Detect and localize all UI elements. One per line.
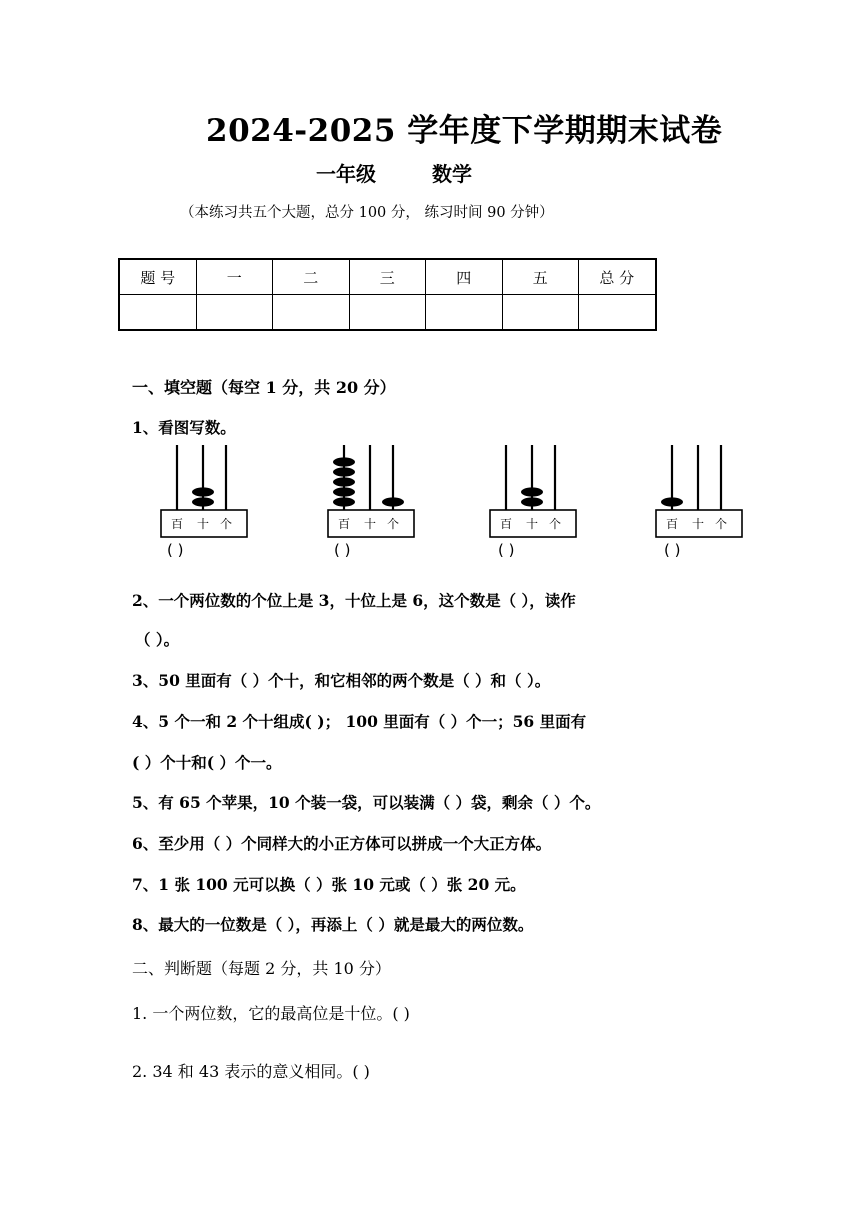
question-5: 5、有 65 个苹果，10 个装一袋，可以装满（ ）袋，剩余（ ）个。 [132, 793, 601, 812]
score-header-cell: 一 [196, 259, 273, 295]
exam-note: （本练习共五个大题，总分 100 分， 练习时间 90 分钟） [180, 205, 554, 221]
judge-question-2: 2. 34 和 43 表示的意义相同。( ) [132, 1062, 370, 1081]
abacus-bead [333, 497, 355, 506]
abacus-place-label: 百 [170, 517, 184, 531]
grade-label: 一年级 [316, 162, 376, 186]
score-cell[interactable] [502, 295, 579, 331]
question-4-line1: 4、5 个一和 2 个十组成( )； 100 里面有（ ）个一；56 里面有 [132, 712, 587, 731]
question-1: 1、看图写数。 [132, 418, 236, 437]
abacus-place-label: 百 [665, 517, 679, 531]
score-table [118, 258, 657, 331]
abacus-bead [382, 497, 404, 506]
answer-blank[interactable]: ( ) [334, 541, 351, 559]
score-cell[interactable] [273, 295, 350, 331]
score-table-blank-row [119, 295, 656, 331]
score-cell[interactable] [196, 295, 273, 331]
question-2-line1: 2、一个两位数的个位上是 3，十位上是 6，这个数是（ ），读作 [132, 591, 576, 610]
abacus-bead [521, 487, 543, 496]
score-header-cell: 四 [426, 259, 503, 295]
abacus-place-label: 个 [386, 517, 400, 531]
abacus-place-label: 个 [714, 517, 728, 531]
subtitle [316, 158, 472, 187]
abacus-bead [521, 497, 543, 506]
abacus-place-label: 百 [499, 517, 513, 531]
score-cell[interactable] [579, 295, 656, 331]
abacus-bead [661, 497, 683, 506]
score-cell[interactable] [349, 295, 426, 331]
abacus-bead [192, 487, 214, 496]
question-6: 6、至少用（ ）个同样大的小正方体可以拼成一个大正方体。 [132, 834, 552, 853]
abacus-bead [333, 467, 355, 476]
question-4-line2: ( ）个十和( ）个一。 [132, 753, 282, 772]
question-3: 3、50 里面有（ ）个十，和它相邻的两个数是（ ）和（ ）。 [132, 671, 551, 690]
score-cell[interactable] [119, 295, 196, 331]
score-table-header-row [119, 259, 656, 295]
abacus-bead [192, 497, 214, 506]
question-2-line2: （ ）。 [135, 630, 180, 649]
score-cell[interactable] [426, 295, 503, 331]
section1-heading: 一、填空题（每空 1 分，共 20 分） [132, 378, 396, 397]
abacus-bead [333, 487, 355, 496]
score-header-cell: 题 号 [119, 259, 196, 295]
subject-label: 数学 [432, 162, 472, 186]
abacus-place-label: 十 [525, 517, 539, 531]
abacus-place-label: 百 [337, 517, 351, 531]
score-header-cell: 总 分 [579, 259, 656, 295]
abacus-bead [333, 477, 355, 486]
section2-heading: 二、判断题（每题 2 分，共 10 分） [132, 959, 391, 978]
answer-blank[interactable]: ( ) [664, 541, 681, 559]
answer-blank[interactable]: ( ) [498, 541, 515, 559]
judge-question-1: 1. 一个两位数，它的最高位是十位。( ) [132, 1004, 410, 1023]
abacus-place-label: 个 [548, 517, 562, 531]
abacus-place-label: 十 [196, 517, 210, 531]
answer-blank[interactable]: ( ) [167, 541, 184, 559]
abacus-place-label: 十 [363, 517, 377, 531]
abacus-place-label: 十 [691, 517, 705, 531]
question-7: 7、1 张 100 元可以换（ ）张 10 元或（ ）张 20 元。 [132, 875, 526, 894]
score-header-cell: 三 [349, 259, 426, 295]
question-8: 8、最大的一位数是（ ），再添上（ ）就是最大的两位数。 [132, 915, 534, 934]
score-header-cell: 二 [273, 259, 350, 295]
abacus-bead [333, 457, 355, 466]
abacus-place-label: 个 [219, 517, 233, 531]
page-title: 2024-2025 学年度下学期期末试卷 [206, 113, 723, 149]
score-header-cell: 五 [502, 259, 579, 295]
